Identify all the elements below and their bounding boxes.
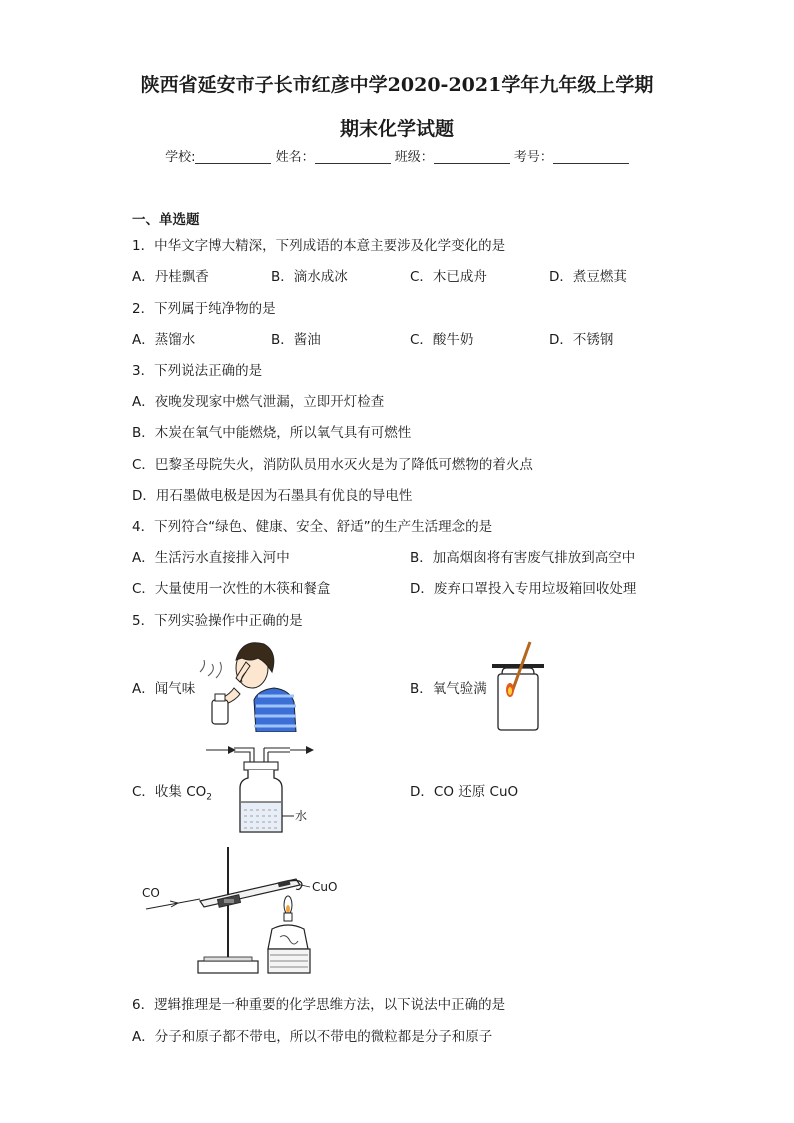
gas-collection-bottle-illustration [206,740,316,835]
q5-option-c-text: C．收集 CO [132,784,207,800]
exam-number-label: 考号： [513,150,553,165]
name-label: 姓名： [275,150,315,165]
smelling-gas-illustration [196,638,298,732]
q1-option-b[interactable]: B．滴水成冰 [271,269,348,285]
q3-option-a[interactable]: A．夜晚发现家中燃气泄漏，立即开灯检查 [132,394,385,410]
q5-option-c-subscript: 2 [206,792,213,803]
class-blank[interactable] [434,149,510,164]
question-1-stem: 1．中华文字博大精深，下列成语的本意主要涉及化学变化的是 [132,238,506,254]
q2-option-d[interactable]: D．不锈钢 [549,332,614,348]
q1-option-d[interactable]: D．煮豆燃萁 [549,269,627,285]
q2-option-c[interactable]: C．酸牛奶 [410,332,474,348]
q5-option-a[interactable]: A．闻气味 [132,681,196,697]
q1-option-c[interactable]: C．木已成舟 [410,269,487,285]
q4-option-d[interactable]: D．废弃口罩投入专用垃圾箱回收处理 [410,581,637,597]
q3-option-c[interactable]: C．巴黎圣母院失火，消防队员用水灭火是为了降低可燃物的着火点 [132,457,533,473]
water-label: 水 [295,809,308,823]
cuo-label: CuO [312,880,338,894]
oxygen-test-illustration [492,640,546,732]
question-6-stem: 6．逻辑推理是一种重要的化学思维方法，以下说法中正确的是 [132,997,506,1013]
student-info-row [0,146,794,165]
q5-option-d[interactable]: D．CO 还原 CuO [410,784,519,800]
co-reduction-apparatus-illustration [140,845,340,977]
question-2-stem: 2．下列属于纯净物的是 [132,301,276,317]
question-4-stem: 4．下列符合“绿色、健康、安全、舒适”的生产生活理念的是 [132,519,493,535]
exam-title-line2: 期末化学试题 [339,118,454,140]
class-label: 班级： [394,150,434,165]
q3-option-b[interactable]: B．木炭在氧气中能燃烧，所以氧气具有可燃性 [132,425,412,441]
section-heading: 一、单选题 [132,212,200,228]
name-blank[interactable] [315,149,391,164]
q4-option-b[interactable]: B．加高烟囱将有害废气排放到高空中 [410,550,636,566]
q2-option-a[interactable]: A．蒸馏水 [132,332,196,348]
q4-option-c[interactable]: C．大量使用一次性的木筷和餐盒 [132,581,331,597]
q2-option-b[interactable]: B．酱油 [271,332,321,348]
q6-option-a[interactable]: A．分子和原子都不带电，所以不带电的微粒都是分子和原子 [132,1029,493,1045]
q1-option-a[interactable]: A．丹桂飘香 [132,269,209,285]
question-5-stem: 5．下列实验操作中正确的是 [132,613,303,629]
co-label: CO [142,886,160,900]
question-3-stem: 3．下列说法正确的是 [132,363,263,379]
q4-option-a[interactable]: A．生活污水直接排入河中 [132,550,290,566]
school-label: 学校: [165,150,196,165]
q3-option-d[interactable]: D．用石墨做电极是因为石墨具有优良的导电性 [132,488,413,504]
exam-number-blank[interactable] [553,149,629,164]
q5-option-c[interactable] [132,780,212,803]
q5-option-b[interactable]: B．氧气验满 [410,681,487,697]
school-blank[interactable] [195,149,271,164]
exam-title-line1: 陕西省延安市子长市红彦中学2020-2021学年九年级上学期 [140,74,654,96]
